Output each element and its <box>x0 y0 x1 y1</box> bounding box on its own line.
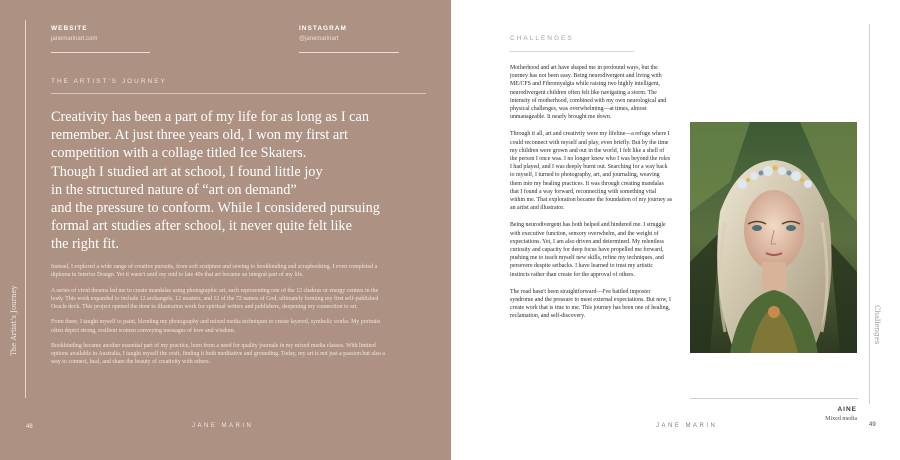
right-page <box>451 0 900 460</box>
section-label-challenges: CHALLENGES <box>510 35 574 42</box>
body-paragraph: Instead, I explored a wide range of creative pursuits, from soft sculpture and sewing to bookbinding and scrapbooking. I even completed a diploma in Interior Design. Yet it wasn't until my mid to late 40s that art became an integral part of my life. <box>51 264 378 279</box>
instagram-handle[interactable]: @janemarinart <box>299 36 339 42</box>
artwork-image-aine <box>690 122 857 353</box>
intro-line: Creativity has been a part of my life for as long as I can <box>51 109 369 125</box>
body-paragraph: The road hasn't been straightforward—I've battled imposter syndrome and the pressure to meet external expectations. But now, I create work that is true to me. This journey has been one of healing, reclamation, and self-discovery. <box>510 288 671 320</box>
artwork-medium: Mixed media <box>825 416 857 422</box>
left-body-text <box>51 263 386 374</box>
intro-line: and the pressure to conform. While I considered pursuing <box>51 200 380 217</box>
caption-divider <box>690 398 858 399</box>
section-divider <box>51 93 426 94</box>
website-label: WEBSITE <box>51 25 88 32</box>
website-value[interactable]: janemarinart.com <box>51 36 98 42</box>
intro-line: Though I studied art at school, I found little joy <box>51 163 323 180</box>
intro-line: formal art studies after school, it never quite felt like <box>51 218 352 235</box>
intro-line: the right fit. <box>51 236 119 253</box>
running-footer-left: JANE MARIN <box>192 423 254 429</box>
left-side-label: The Artist's Journey <box>10 285 18 356</box>
intro-line: remember. At just three years old, I won my first art <box>51 127 348 144</box>
left-margin-rule <box>25 20 26 398</box>
page-number-left: 48 <box>26 424 33 430</box>
right-body-text <box>510 64 672 330</box>
website-block <box>51 24 150 53</box>
page-number-right: 49 <box>869 422 876 428</box>
right-side-label: Challenges <box>873 305 881 345</box>
body-paragraph: Motherhood and art have shaped me in profound ways, but the journey has not been easy. Being neurodivergent and living with ME/CFS and Fibromyalgia while raising two highly intelligent, neurodivergent children often felt like navigating a storm. The intensity of motherhood, combined with my own neurological and physical challenges, was overwhelming—at times, almost unmanageable. It nearly brought me down. <box>510 65 667 121</box>
instagram-block <box>299 24 399 53</box>
intro-line: competition with a collage titled Ice Skaters. <box>51 145 307 162</box>
intro-line: in the structured nature of “art on demand” <box>51 181 297 198</box>
portrait-painting-illustration <box>690 122 857 353</box>
instagram-label: INSTAGRAM <box>299 25 347 32</box>
right-margin-rule <box>869 24 870 404</box>
website-divider <box>51 52 150 53</box>
instagram-divider <box>299 52 399 53</box>
body-paragraph: Being neurodivergent has both helped and hindered me. I struggle with executive function, sensory overwhelm, and the weight of expectations. Yet, I am also driven and determined. My relentless curiosity and capacity for deep focus have propelled me forward, pushing me to teach myself new skills, refine my techniques, and persevere despite setbacks. I have learned to trust my artistic instincts rather than create for the approval of others. <box>510 222 666 278</box>
body-paragraph: From there, I taught myself to paint, blending my photography and mixed media techniques to create layered, symbolic works. My portraits often depict strong, resilient women conveying messages of love and wisdom. <box>51 319 381 334</box>
artwork-caption <box>690 406 857 422</box>
artwork-title: AINE <box>837 406 857 413</box>
section-divider-right <box>509 51 634 52</box>
running-footer-right: JANE MARIN <box>656 423 718 429</box>
body-paragraph: A series of vivid dreams led me to create mandalas using photographic art, each representing one of the 12 chakras or energy centers in the body. This work expanded to include 12 archangels, 12 masters, and 12 of the 72 names of God, ultimately forming my first self-published Oracle deck. This project opened the door to illustration work for spiritual writers and publishers, deepening my connection to art. <box>51 287 379 310</box>
body-paragraph: Bookbinding became another essential part of my practice, born from a need for quality journals in my mixed media classes. With limited options available in Australia, I taught myself the craft, finding it both meditative and grounding. Today, my art is not just a passion but also a way to connect, heal, and share the beauty of creativity with others. <box>51 343 385 366</box>
intro-pull-text <box>51 108 441 254</box>
section-label-artists-journey: THE ARTIST'S JOURNEY <box>51 78 167 85</box>
body-paragraph: Through it all, art and creativity were my lifeline—a refuge where I could reconnect with myself and play, even briefly. But by the time my children were grown and out in the world, I felt like a shell of the person I once was. I no longer knew who I was beyond the roles I had played, and I was deeply burnt out. Searching for a way back to myself, I turned to photography, art, and journaling, weaving them into my healing practices. It was through creating mandalas that I found a way forward, reconnecting with something vital within me. That exploration became the foundation of my journey as an artist and illustrator. <box>510 131 673 212</box>
